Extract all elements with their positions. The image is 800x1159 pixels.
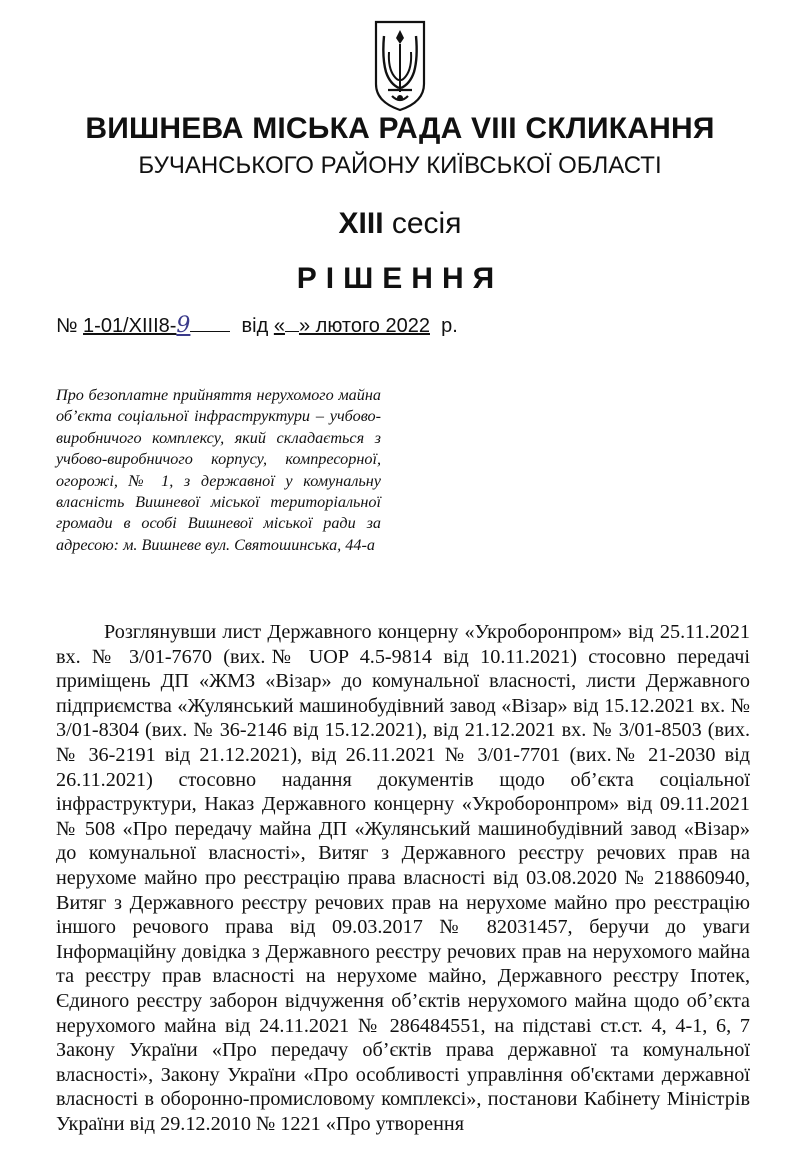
number-sign: №	[56, 315, 78, 337]
date-from-label: від	[241, 315, 269, 337]
decision-subject: Про безоплатне прийняття нерухомого майна об’єкта соціальної інфраструктури – учбово-виробничого комплексу, який складається з учбово-виробничого корпусу, компресорної, огорожі, № 1, з державної у комунальну власність Вишневої міської територіальної громади в особі Вишневої міської ради за адресою: м. Вишневе вул. Святошинська, 44-а	[56, 386, 381, 554]
session-number: XIII	[338, 207, 384, 240]
council-title: ВИШНЕВА МІСЬКА РАДА VIII СКЛИКАННЯ	[85, 112, 715, 145]
handwritten-number: 9	[176, 313, 191, 338]
year-suffix: р.	[441, 315, 458, 337]
body-paragraph: Розглянувши лист Державного концерну «Укроборонпром» від 25.11.2021 вх. № 3/01-7670 (вих.№ UOP 4.5-9814 від 10.11.2021) стосовно передачі приміщень ДП «ЖМЗ «Візар» до комунальної власності, листи Державного підприємства «Жулянський машинобудівний завод «Візар» від 15.12.2021 вх. № 3/01-8304 (вих. № 36-2146 від 15.12.2021), від 21.12.2021 вх. № 3/01-8503 (вих. № 36-2191 від 21.12.2021), від 26.11.2021 № 3/01-7701 (вих.№ 21-2030 від 26.11.2021) стосовно надання документів щодо об’єкта соціальної інфраструктури, Наказ Державного концерну «Укроборонпром» від 09.11.2021 № 508 «Про передачу майна ДП «Жулянський машинобудівний завод «Візар» до комунальної власності», Витяг з Державного реєстру речових прав на нерухоме майно про реєстрацію права власності від 03.08.2020 № 218860940, Витяг з Державного реєстру речових прав на нерухоме майно про реєстрацію іншого речового права від 09.03.2017 № 82031457, беручи до уваги Інформаційну довідка з Державного реєстру речових прав на нерухомого майна та реєстру прав власності на нерухоме майно, Державного реєстру Іпотек, Єдиного реєстру заборон відчуження об’єктів нерухомого майна щодо об’єкта нерухомого майна від 24.11.2021 № 286484551, на підставі ст.ст. 4, 4-1, 6, 7 Закону України «Про передачу об’єктів права державної та комунальної власності», Закону України «Про особливості управління об'єктами державної власності в оборонно-промисловому комплексі», постанови Кабінету Міністрів України від 29.12.2010 № 1221 «Про утворення	[56, 621, 750, 1135]
council-subtitle: БУЧАНСЬКОГО РАЙОНУ КИЇВСЬКОЇ ОБЛАСТІ	[138, 152, 662, 179]
session-word: сесія	[391, 207, 462, 240]
date-open-quote: «	[273, 315, 285, 337]
decision-number-prefix: 1-01/XIII8-	[83, 315, 177, 337]
date-month-year: » лютого 2022	[298, 315, 430, 337]
decision-number-line	[56, 313, 458, 338]
number-blank-line	[190, 315, 230, 332]
ukraine-trident-emblem-icon	[372, 18, 428, 114]
date-day-blank	[285, 315, 299, 332]
session-heading	[0, 207, 800, 241]
document-type-heading: РІШЕННЯ	[296, 262, 504, 295]
